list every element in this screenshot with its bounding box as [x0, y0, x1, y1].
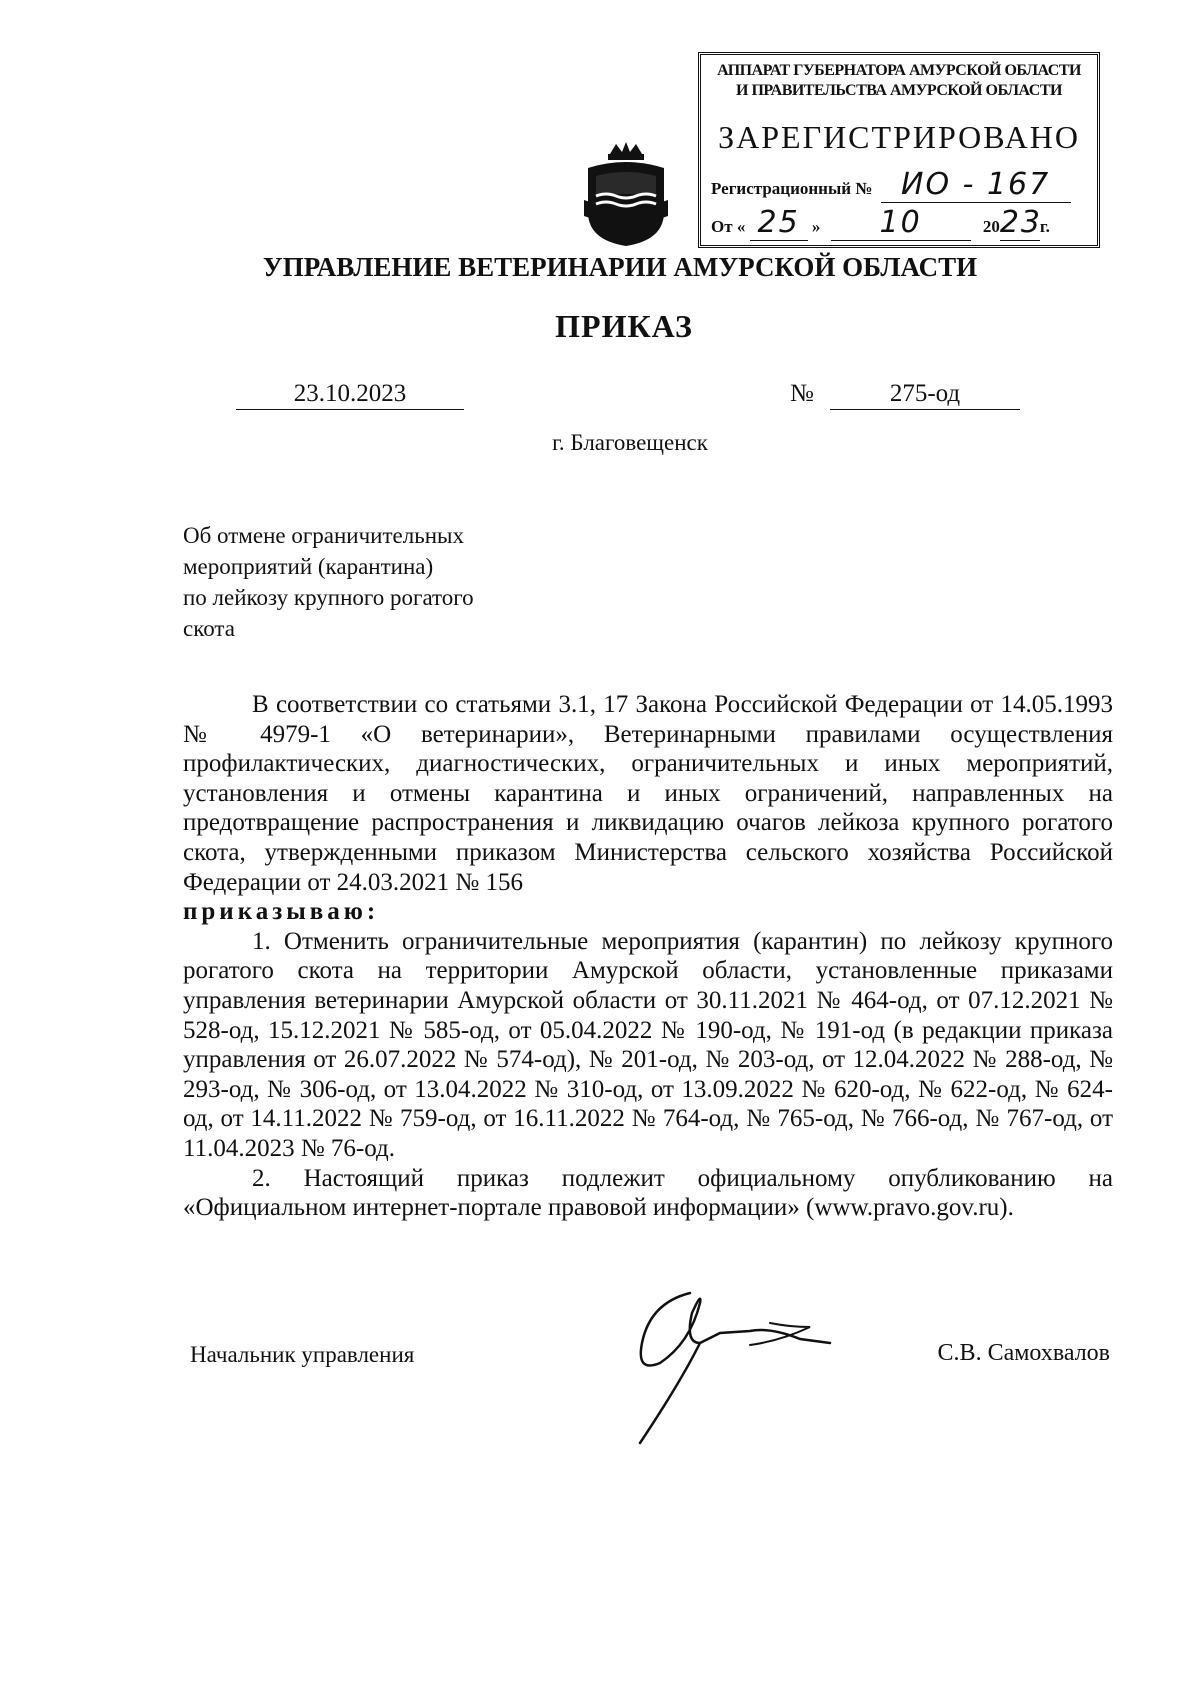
stamp-title: ЗАРЕГИСТРИРОВАНО — [718, 119, 1080, 155]
stamp-from-label: От « — [711, 217, 746, 236]
stamp-day-close: » — [811, 217, 821, 236]
subject-line: скота — [183, 616, 235, 641]
city: г. Благовещенск — [552, 430, 708, 455]
order-word: приказываю: — [183, 898, 380, 926]
order-item-2: 2. Настоящий приказ подлежит официальному опубликованию на «Официальном интернет-портале правовой информации» (www.pravo.gov.ru). — [183, 1164, 1113, 1222]
stamp-year-prefix: 20 — [982, 217, 1000, 236]
order-item-1: 1. Отменить ограничительные мероприятия (карантин) по лейкозу крупного рогатого скота на территории Амурской области, установленные приказами управления ветеринарии Амурской области от 30.11.2021 № 464-од, от 07.12.2021 № 528-од, 15.12.2021 № 585-од, от 05.04.2022 № 190-од, № 191-од (в редакции приказа управления от 26.07.2022 № 574-од), № 201-од, № 203-од, от 12.04.2022 № 288-од, № 293-од, № 306-од, от 13.04.2022 № 310-од, от 13.09.2022 № 620-од, № 622-од, № 624-од, от 14.11.2022 № 759-од, от 16.11.2022 № 764-од, № 765-од, № 766-од, № 767-од, от 11.04.2023 № 76-од. — [183, 927, 1113, 1162]
order-number: 275-од — [830, 380, 1020, 410]
subject-line: Об отмене ограничительных — [183, 523, 464, 548]
order-date: 23.10.2023 — [236, 380, 464, 410]
stamp-month: 10 — [831, 205, 971, 241]
handwritten-signature — [630, 1283, 850, 1453]
document-type: ПРИКАЗ — [555, 308, 693, 344]
signer-name: С.В. Самохвалов — [937, 1340, 1110, 1366]
preamble: В соответствии со статьями 3.1, 17 Закона Российской Федерации от 14.05.1993 № 4979-1 «О ветеринарии», Ветеринарными правилами осуществления профилактических, диагностических, ограничительных и иных мероприятий, установления и отмены карантина и иных ограничений, направленных на предотвращение распространения и ликвидацию очагов лейкоза крупного рогатого скота, утвержденными приказом Министерства сельского хозяйства Российской Федерации от 24.03.2021 № 156 — [183, 691, 1113, 896]
stamp-year-suffix: 23 — [999, 205, 1043, 240]
stamp-reg-line — [711, 167, 1071, 203]
signer-position: Начальник управления — [190, 1342, 415, 1367]
order-body — [183, 690, 1113, 1223]
stamp-org-line1: АППАРАТ ГУБЕРНАТОРА АМУРСКОЙ ОБЛАСТИ — [717, 62, 1081, 79]
number-sign: № — [790, 380, 814, 407]
stamp-reg-number: ИО - 167 — [881, 167, 1071, 203]
subject-line: по лейкозу крупного рогатого — [183, 585, 474, 610]
registration-stamp — [698, 52, 1100, 248]
stamp-org-line2: И ПРАВИТЕЛЬСТВА АМУРСКОЙ ОБЛАСТИ — [736, 82, 1062, 99]
stamp-date-line — [711, 205, 1091, 241]
organization-title: УПРАВЛЕНИЕ ВЕТЕРИНАРИИ АМУРСКОЙ ОБЛАСТИ — [262, 252, 978, 282]
subject-line: мероприятий (карантина) — [183, 554, 434, 579]
stamp-reg-label: Регистрационный № — [711, 179, 873, 198]
stamp-year-unit: г. — [1039, 217, 1050, 236]
order-subject — [183, 520, 474, 644]
stamp-day: 25 — [750, 205, 808, 241]
coat-of-arms-icon — [582, 142, 670, 248]
